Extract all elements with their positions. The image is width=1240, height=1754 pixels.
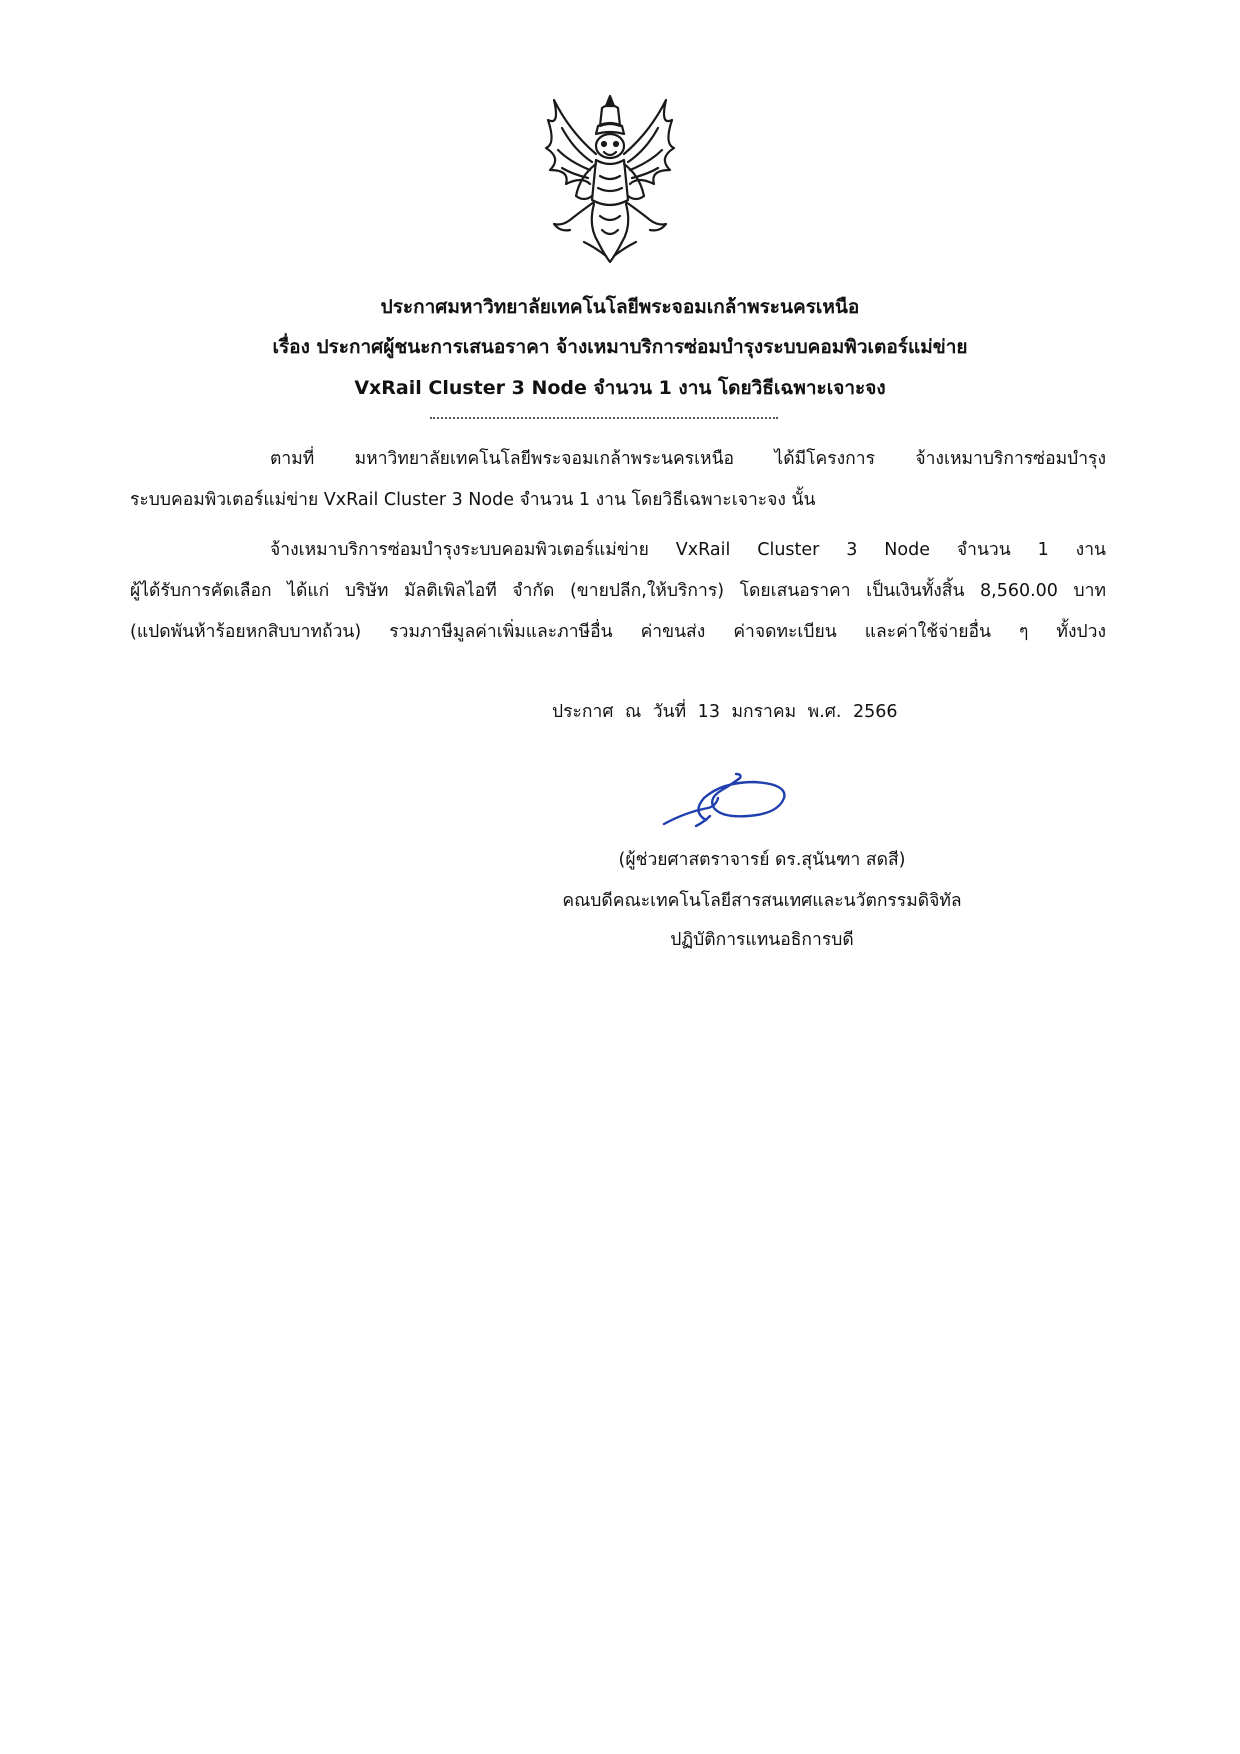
paragraph-2-line-1: จ้างเหมาบริการซ่อมบำรุงระบบคอมพิวเตอร์แม่ข่าย VxRail Cluster 3 Node จำนวน 1 งาน	[270, 540, 1106, 560]
dotted-divider	[430, 417, 778, 419]
paragraph-2-line-3: (แปดพันห้าร้อยหกสิบบาทถ้วน) รวมภาษีมูลค่าเพิ่มและภาษีอื่น ค่าขนส่ง ค่าจดทะเบียน และค่าใช้จ่ายอื่น ๆ ทั้งปวง	[130, 622, 1106, 642]
signatory-position: คณบดีคณะเทคโนโลยีสารสนเทศและนวัตกรรมดิจิทัล	[562, 891, 962, 911]
garuda-emblem-icon	[540, 92, 680, 268]
announcement-subject: เรื่อง ประกาศผู้ชนะการเสนอราคา จ้างเหมาบริการซ่อมบำรุงระบบคอมพิวเตอร์แม่ข่าย	[272, 336, 968, 358]
paragraph-1-line-1: ตามที่ มหาวิทยาลัยเทคโนโลยีพระจอมเกล้าพระนครเหนือ ได้มีโครงการ จ้างเหมาบริการซ่อมบำรุง	[270, 449, 1106, 469]
announcement-subject-continued: VxRail Cluster 3 Node จำนวน 1 งาน โดยวิธีเฉพาะเจาะจง	[354, 377, 886, 399]
announcement-title: ประกาศมหาวิทยาลัยเทคโนโลยีพระจอมเกล้าพระนครเหนือ	[380, 296, 860, 318]
paragraph-1-line-2: ระบบคอมพิวเตอร์แม่ข่าย VxRail Cluster 3 Node จำนวน 1 งาน โดยวิธีเฉพาะเจาะจง นั้น	[130, 490, 816, 510]
signatory-name: (ผู้ช่วยศาสตราจารย์ ดร.สุนันฑา สดสี)	[618, 850, 906, 870]
signatory-acting-role: ปฏิบัติการแทนอธิการบดี	[670, 930, 854, 950]
paragraph-2-line-2: ผู้ได้รับการคัดเลือก ได้แก่ บริษัท มัลติเพิลไอที จำกัด (ขายปลีก,ให้บริการ) โดยเสนอราคา เป็นเงินทั้งสิ้น 8,560.00 บาท	[130, 581, 1106, 601]
handwritten-signature-icon	[656, 768, 806, 830]
announcement-date: ประกาศ ณ วันที่ 13 มกราคม พ.ศ. 2566	[552, 702, 898, 722]
